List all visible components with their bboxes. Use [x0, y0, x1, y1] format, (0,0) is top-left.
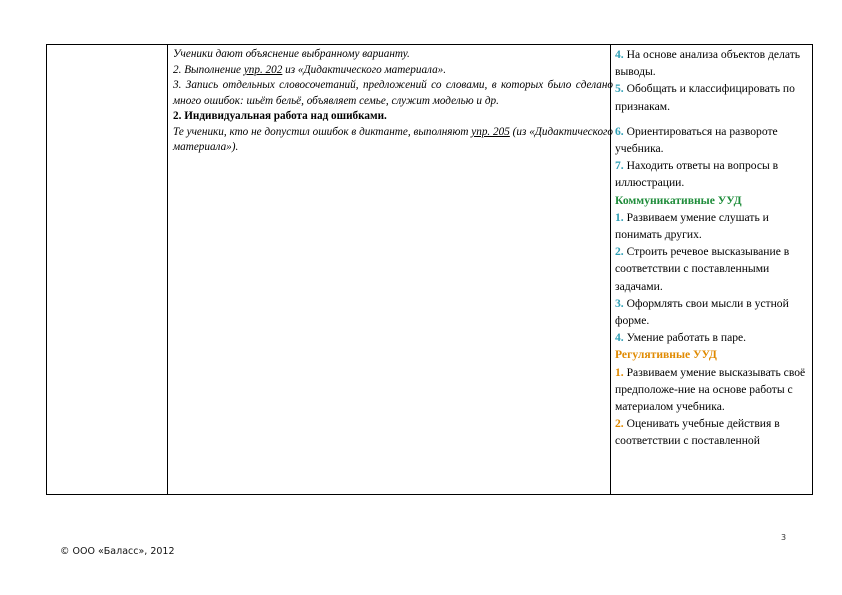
activities-column: [173, 47, 613, 156]
section-heading: 2. Индивидуальная работа над ошибками.: [173, 110, 387, 122]
cognitive-item-6: 6. Ориентироваться на развороте учебника.: [615, 124, 778, 156]
communicative-item-3: 3. Оформлять свои мысли в устной форме.: [615, 296, 789, 328]
activity-line-1: Ученики дают объяснение выбранному варианту.: [173, 48, 410, 60]
lesson-table: [46, 44, 813, 495]
exercise-202-link[interactable]: упр. 202: [243, 63, 283, 76]
cognitive-item-4: 4. На основе анализа объектов делать выводы.: [615, 48, 801, 79]
spacer: [615, 115, 808, 123]
regulatory-heading: Регулятивные УУД: [615, 348, 717, 362]
activity-line-3: 3. Запись отдельных словосочетаний, предложений со словами, в которых было сделано много ошибок: шьёт бельё, объявляет семье, служит моделью и др.: [173, 79, 613, 107]
cognitive-item-5: 5. Обобщать и классифицировать по признакам.: [615, 82, 795, 113]
communicative-item-2: 2. Строить речевое высказывание в соответствии с поставленными задачами.: [615, 245, 790, 293]
page-number: 3: [781, 533, 787, 542]
column-divider-1: [167, 45, 168, 494]
communicative-item-4: 4. Умение работать в паре.: [615, 331, 747, 345]
activity-line-4: Те ученики, кто не допустил ошибок в диктанте, выполняют упр. 205 (из «Дидактического материала»).: [173, 125, 614, 153]
cognitive-item-7: 7. Находить ответы на вопросы в иллюстрации.: [615, 159, 779, 190]
activity-line-2: 2. Выполнение упр. 202 из «Дидактического материала».: [173, 63, 447, 76]
regulatory-item-1: 1. Развиваем умение высказывать своё предположе-ние на основе работы с материалом учебника.: [615, 365, 806, 414]
communicative-item-1: 1. Развиваем умение слушать и понимать других.: [615, 210, 769, 242]
exercise-205-link[interactable]: упр. 205: [471, 125, 510, 138]
regulatory-item-2: 2. Оценивать учебные действия в соответствии с поставленной: [615, 417, 780, 448]
copyright-footer: © ООО «Баласс», 2012: [60, 546, 175, 557]
communicative-heading: Коммуникативные УУД: [615, 193, 742, 207]
skills-column: [615, 46, 808, 450]
